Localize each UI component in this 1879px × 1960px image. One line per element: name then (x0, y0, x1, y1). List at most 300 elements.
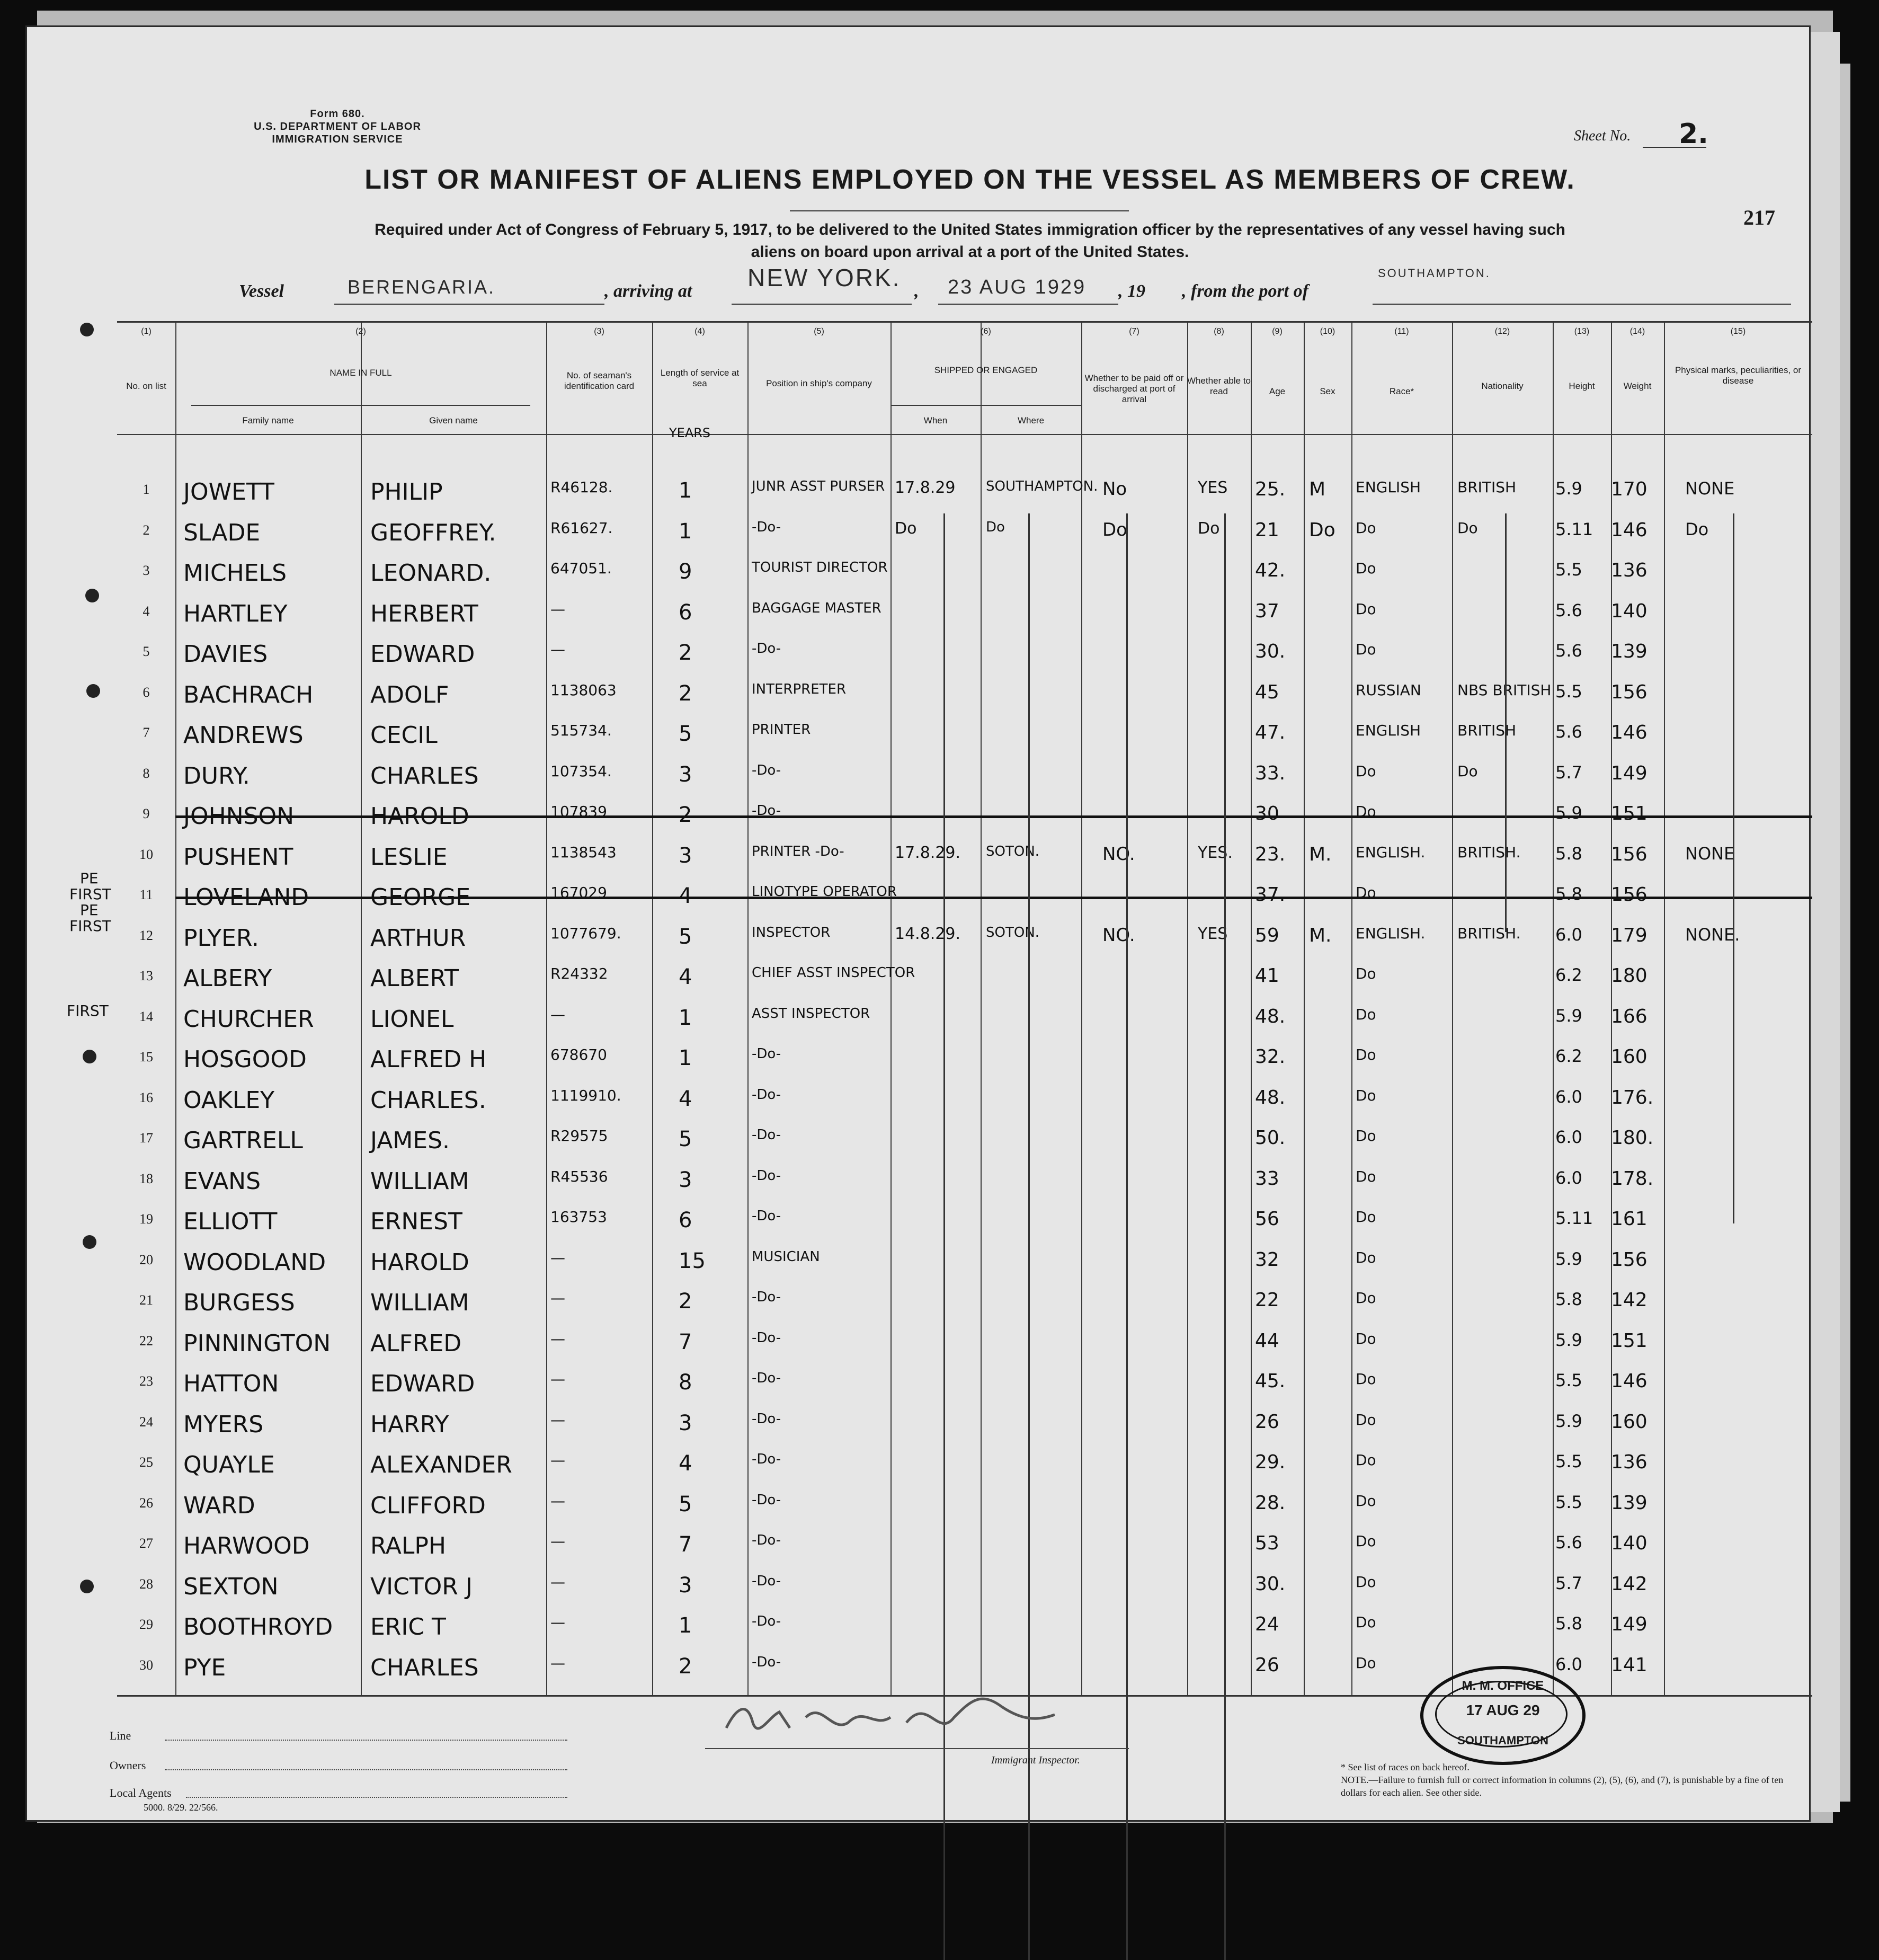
family-name-cell: ELLIOTT (183, 1208, 278, 1235)
race-cell: ENGLISH. (1356, 924, 1426, 942)
family-name-cell: SEXTON (183, 1573, 279, 1600)
ditto-line (943, 1202, 945, 1960)
height-cell: 6.0 (1555, 924, 1582, 945)
shipped-where-cell: SOTON. (986, 843, 1040, 859)
service-length-cell: 3 (679, 1411, 692, 1435)
weight-cell: 140 (1611, 600, 1648, 622)
race-cell: ENGLISH (1356, 722, 1421, 739)
column-number: (9) (1272, 327, 1283, 336)
given-name-cell: JAMES. (370, 1127, 450, 1154)
id-card-cell: — (550, 1411, 565, 1429)
age-cell: 30. (1255, 1573, 1286, 1595)
id-card-cell: R45536 (550, 1167, 608, 1185)
column-divider (1553, 323, 1554, 1695)
id-card-cell: — (550, 1289, 565, 1307)
column-number: (8) (1214, 327, 1224, 336)
weight-cell: 146 (1611, 519, 1648, 541)
column-number: (11) (1394, 327, 1409, 336)
weight-cell: 166 (1611, 1005, 1648, 1027)
height-cell: 6.0 (1555, 1167, 1582, 1188)
nationality-cell: BRITISH (1457, 722, 1517, 739)
position-cell: -Do- (752, 1127, 781, 1143)
row-number: 8 (143, 765, 150, 781)
service-length-cell: 1 (679, 1005, 692, 1030)
given-name-cell: RALPH (370, 1532, 447, 1559)
height-cell: 5.5 (1555, 560, 1582, 580)
age-cell: 45 (1255, 681, 1279, 703)
column-divider (1081, 323, 1082, 1695)
height-cell: 5.9 (1555, 1005, 1582, 1026)
vessel-underline (334, 304, 604, 305)
strike-through-line (175, 897, 1812, 899)
row-number: 13 (139, 968, 153, 983)
position-cell: -Do- (752, 1532, 781, 1548)
race-cell: Do (1356, 1086, 1376, 1104)
inspector-label: Immigrant Inspector. (991, 1754, 1080, 1766)
race-cell: Do (1356, 1289, 1376, 1307)
given-name-cell: HARRY (370, 1411, 449, 1438)
id-card-cell: 1138543 (550, 843, 617, 861)
race-cell: Do (1356, 1248, 1376, 1266)
position-cell: -Do- (752, 1167, 781, 1184)
height-cell: 6.0 (1555, 1127, 1582, 1147)
weight-cell: 141 (1611, 1654, 1648, 1676)
height-cell: 5.11 (1555, 1208, 1593, 1228)
punch-hole (80, 323, 94, 336)
row-number: 25 (139, 1455, 153, 1470)
race-cell: Do (1356, 803, 1376, 820)
position-cell: PRINTER (752, 722, 811, 738)
race-cell: Do (1356, 1370, 1376, 1388)
age-cell: 56 (1255, 1208, 1279, 1230)
height-cell: 5.8 (1555, 1613, 1582, 1634)
weight-cell: 142 (1611, 1289, 1648, 1311)
weight-cell: 139 (1611, 641, 1648, 662)
inspector-rule (705, 1748, 1129, 1749)
id-card-cell: R61627. (550, 519, 613, 537)
id-card-cell: 1119910. (550, 1086, 621, 1104)
service-length-cell: 3 (679, 762, 692, 787)
family-name-cell: PYE (183, 1654, 226, 1681)
given-name-cell: ALFRED H (370, 1046, 487, 1073)
footer-agents-label: Local Agents (110, 1786, 172, 1799)
sheet-number-line (1643, 147, 1706, 148)
service-length-cell: 1 (679, 519, 692, 544)
service-length-cell: 3 (679, 843, 692, 868)
weight-cell: 178. (1611, 1167, 1654, 1190)
position-cell: -Do- (752, 1411, 781, 1427)
header-family-name: Family name (242, 415, 294, 425)
header-able-read: Whether able to read (1187, 376, 1251, 396)
footer-line-rule (165, 1740, 567, 1741)
row-number: 11 (139, 887, 153, 902)
position-cell: INTERPRETER (752, 681, 847, 697)
height-cell: 5.6 (1555, 722, 1582, 742)
position-cell: -Do- (752, 1208, 781, 1224)
column-divider (1251, 323, 1252, 1695)
id-card-cell: 1077679. (550, 924, 621, 942)
sex-cell: M. (1309, 924, 1332, 946)
vessel-name: BERENGARIA. (348, 276, 496, 298)
family-name-cell: BURGESS (183, 1289, 295, 1316)
race-cell: Do (1356, 1492, 1376, 1510)
race-cell: Do (1356, 1573, 1376, 1591)
race-cell: Do (1356, 641, 1376, 658)
id-card-cell: R24332 (550, 965, 608, 982)
position-cell: JUNR ASST PURSER (752, 478, 885, 494)
ditto-line (943, 513, 945, 1223)
id-card-cell: 107354. (550, 762, 612, 780)
age-cell: 30. (1255, 641, 1286, 662)
weight-cell: 180 (1611, 965, 1648, 987)
position-cell: CHIEF ASST INSPECTOR (752, 965, 915, 981)
subtitle-line-2: aliens on board upon arrival at a port of the United States. (751, 243, 1189, 261)
row-number: 24 (139, 1414, 153, 1430)
stamp-office: M. M. OFFICE (1462, 1679, 1544, 1693)
family-name-cell: DAVIES (183, 641, 268, 668)
age-cell: 26 (1255, 1411, 1279, 1433)
footer-line-label: Line (110, 1729, 131, 1742)
id-card-cell: — (550, 1370, 565, 1388)
family-name-cell: OAKLEY (183, 1086, 275, 1114)
race-cell: Do (1356, 600, 1376, 618)
given-name-cell: CHARLES (370, 1654, 479, 1681)
arriving-label: , arriving at (604, 281, 692, 301)
column-number: (14) (1629, 327, 1645, 336)
service-length-cell: 2 (679, 681, 692, 706)
column-divider (1351, 323, 1352, 1695)
age-cell: 28. (1255, 1492, 1286, 1514)
row-number: 26 (139, 1495, 153, 1511)
service-length-cell: 4 (679, 884, 692, 908)
service-length-cell: 4 (679, 965, 692, 989)
column-number: (5) (814, 327, 824, 336)
shipped-when-cell: 17.8.29 (895, 478, 956, 497)
weight-cell: 151 (1611, 1329, 1648, 1352)
race-cell: Do (1356, 1532, 1376, 1550)
given-name-cell: EDWARD (370, 1370, 475, 1397)
position-cell: -Do- (752, 1573, 781, 1589)
position-cell: -Do- (752, 1451, 781, 1467)
id-card-cell: 678670 (550, 1046, 607, 1063)
given-name-cell: EDWARD (370, 641, 475, 668)
row-number: 3 (143, 563, 150, 578)
race-cell: Do (1356, 560, 1376, 577)
race-cell: Do (1356, 1451, 1376, 1469)
row-number: 9 (143, 806, 150, 821)
age-cell: 41 (1255, 965, 1279, 987)
height-cell: 5.9 (1555, 1248, 1582, 1269)
id-card-cell: 107839 (550, 803, 607, 820)
given-name-cell: VICTOR J (370, 1573, 473, 1600)
age-cell: 22 (1255, 1289, 1279, 1311)
race-cell: Do (1356, 519, 1376, 537)
given-name-cell: WILLIAM (370, 1167, 469, 1195)
shipped-subheader-rule (890, 405, 1081, 406)
height-cell: 5.11 (1555, 519, 1593, 539)
ditto-line (1733, 513, 1734, 1223)
position-cell: -Do- (752, 1492, 781, 1508)
family-name-cell: QUAYLE (183, 1451, 275, 1478)
id-card-cell: — (550, 1248, 565, 1266)
ditto-line (1028, 1202, 1030, 1960)
given-name-cell: HAROLD (370, 803, 469, 830)
service-length-cell: 2 (679, 803, 692, 827)
race-cell: Do (1356, 1654, 1376, 1672)
family-name-cell: HATTON (183, 1370, 279, 1397)
weight-cell: 140 (1611, 1532, 1648, 1554)
paid-off-cell: Do (1102, 519, 1127, 540)
age-cell: 42. (1255, 560, 1286, 581)
row-number: 22 (139, 1333, 153, 1349)
service-length-cell: 2 (679, 1289, 692, 1314)
given-name-cell: CECIL (370, 722, 438, 749)
nationality-cell: Do (1457, 519, 1478, 537)
family-name-cell: BOOTHROYD (183, 1613, 333, 1640)
family-name-cell: MICHELS (183, 560, 287, 587)
height-cell: 5.5 (1555, 681, 1582, 702)
column-number: (13) (1574, 327, 1590, 336)
position-cell: -Do- (752, 641, 781, 657)
family-name-cell: JOWETT (183, 478, 274, 505)
office-stamp (1420, 1666, 1586, 1765)
height-cell: 5.6 (1555, 1532, 1582, 1553)
position-cell: -Do- (752, 519, 781, 535)
height-cell: 5.5 (1555, 1492, 1582, 1512)
height-cell: 5.9 (1555, 803, 1582, 823)
position-cell: -Do- (752, 762, 781, 778)
header-where: Where (1017, 415, 1045, 425)
form-header-block (237, 108, 438, 146)
family-name-cell: CHURCHER (183, 1005, 314, 1033)
position-cell: -Do- (752, 1046, 781, 1062)
weight-cell: 146 (1611, 722, 1648, 743)
header-position: Position in ship's company (766, 378, 872, 388)
nationality-cell: BRITISH. (1457, 924, 1521, 942)
age-cell: 29. (1255, 1451, 1286, 1473)
header-when: When (923, 415, 948, 425)
weight-cell: 180. (1611, 1127, 1654, 1149)
service-length-cell: 1 (679, 1046, 692, 1070)
margin-note: FIRST (67, 1002, 109, 1019)
service-length-cell: 2 (679, 641, 692, 665)
header-id-card: No. of seaman's identification card (564, 370, 635, 391)
id-card-cell: — (550, 1613, 565, 1631)
service-length-cell: 6 (679, 1208, 692, 1232)
header-age: Age (1269, 386, 1286, 396)
given-name-cell: ERNEST (370, 1208, 462, 1235)
given-name-cell: CHARLES (370, 762, 479, 790)
id-card-cell: — (550, 1532, 565, 1550)
footer-agents-rule (186, 1797, 567, 1798)
row-number: 28 (139, 1576, 153, 1592)
sheet-number-value: 2. (1679, 118, 1708, 150)
years-note: YEARS (669, 425, 711, 440)
margin-note: PE (80, 901, 99, 919)
height-cell: 5.8 (1555, 1289, 1582, 1309)
punch-hole (83, 1235, 96, 1249)
given-name-cell: CHARLES. (370, 1086, 486, 1114)
family-name-cell: PINNINGTON (183, 1329, 331, 1357)
height-cell: 5.7 (1555, 762, 1582, 783)
age-cell: 50. (1255, 1127, 1286, 1149)
height-cell: 5.6 (1555, 641, 1582, 661)
position-cell: -Do- (752, 1370, 781, 1386)
weight-cell: 151 (1611, 803, 1648, 824)
physical-marks-cell: NONE. (1685, 924, 1740, 945)
id-card-cell: — (550, 1329, 565, 1347)
column-number: (15) (1730, 327, 1746, 336)
given-name-cell: LIONEL (370, 1005, 454, 1033)
weight-cell: 146 (1611, 1370, 1648, 1392)
service-length-cell: 5 (679, 722, 692, 746)
weight-cell: 149 (1611, 762, 1648, 784)
stamp-date: 17 AUG 29 (1466, 1702, 1540, 1718)
sex-cell: M (1309, 478, 1326, 500)
from-port-label: , from the port of (1182, 281, 1308, 301)
age-cell: 44 (1255, 1329, 1279, 1352)
page-subtitle (260, 219, 1680, 263)
age-cell: 45. (1255, 1370, 1286, 1392)
position-cell: TOURIST DIRECTOR (752, 560, 888, 575)
family-name-cell: ANDREWS (183, 722, 304, 749)
manifest-sheet (25, 25, 1811, 1822)
height-cell: 5.8 (1555, 843, 1582, 864)
family-name-cell: HOSGOOD (183, 1046, 307, 1073)
service-length-cell: 8 (679, 1370, 692, 1395)
given-name-cell: CLIFFORD (370, 1492, 486, 1519)
service-name: IMMIGRATION SERVICE (272, 134, 403, 145)
given-name-cell: GEOFFREY. (370, 519, 496, 546)
height-cell: 5.8 (1555, 884, 1582, 904)
row-number: 30 (139, 1657, 153, 1673)
ditto-line (1224, 1202, 1226, 1960)
row-number: 20 (139, 1252, 153, 1267)
family-name-cell: BACHRACH (183, 681, 314, 708)
service-length-cell: 9 (679, 560, 692, 584)
family-name-cell: WARD (183, 1492, 255, 1519)
header-given-name: Given name (429, 415, 478, 425)
footer-owners-label: Owners (110, 1759, 146, 1772)
service-length-cell: 5 (679, 1127, 692, 1151)
height-cell: 6.0 (1555, 1654, 1582, 1674)
position-cell: PRINTER -Do- (752, 843, 844, 859)
row-number: 18 (139, 1170, 153, 1186)
service-length-cell: 1 (679, 478, 692, 503)
position-cell: LINOTYPE OPERATOR (752, 884, 897, 900)
column-number: (1) (141, 327, 152, 336)
sex-cell: Do (1309, 519, 1335, 541)
height-cell: 5.9 (1555, 1329, 1582, 1350)
service-length-cell: 4 (679, 1451, 692, 1476)
penalty-note: NOTE.—Failure to furnish full or correct information in columns (2), (5), (6), and (7), is punishable by a fine of ten dollars for each alien. See other side. (1341, 1775, 1784, 1798)
id-card-cell: — (550, 1573, 565, 1591)
weight-cell: 136 (1611, 1451, 1648, 1473)
weight-cell: 160 (1611, 1411, 1648, 1433)
column-number: (6) (981, 327, 991, 336)
age-cell: 32. (1255, 1046, 1286, 1068)
column-divider (890, 323, 892, 1695)
height-cell: 5.7 (1555, 1573, 1582, 1593)
column-number: (12) (1494, 327, 1510, 336)
race-cell: Do (1356, 1127, 1376, 1145)
nationality-cell: BRITISH (1457, 478, 1517, 496)
position-cell: -Do- (752, 1289, 781, 1305)
height-cell: 6.0 (1555, 1086, 1582, 1107)
race-cell: Do (1356, 965, 1376, 982)
height-cell: 5.5 (1555, 1451, 1582, 1471)
age-cell: 33. (1255, 762, 1286, 784)
column-divider (1187, 323, 1188, 1695)
weight-cell: 161 (1611, 1208, 1648, 1230)
family-name-cell: PLYER. (183, 924, 259, 952)
physical-marks-cell: NONE (1685, 478, 1735, 499)
subtitle-line-1: Required under Act of Congress of February 5, 1917, to be delivered to the United States immigration officer by the representatives of any vessel having such (375, 221, 1565, 238)
age-cell: 33 (1255, 1167, 1279, 1190)
header-height: Height (1569, 381, 1595, 391)
row-number: 6 (143, 684, 150, 700)
from-port-underline (1373, 304, 1791, 305)
id-card-cell: 1138063 (550, 681, 617, 699)
page-title: LIST OR MANIFEST OF ALIENS EMPLOYED ON THE VESSEL AS MEMBERS OF CREW. (364, 164, 1575, 195)
service-length-cell: 6 (679, 600, 692, 625)
able-read-cell: YES (1198, 478, 1228, 497)
age-cell: 23. (1255, 843, 1286, 865)
column-number: (3) (594, 327, 604, 336)
id-card-cell: — (550, 1492, 565, 1510)
punch-hole (86, 684, 100, 698)
able-read-cell: Do (1198, 519, 1220, 538)
side-number: 217 (1743, 206, 1775, 229)
strike-through-line (175, 815, 1812, 818)
weight-cell: 170 (1611, 478, 1648, 500)
given-name-cell: ALBERT (370, 965, 459, 992)
weight-cell: 160 (1611, 1046, 1648, 1068)
position-cell: BAGGAGE MASTER (752, 600, 881, 616)
service-length-cell: 7 (679, 1329, 692, 1354)
header-nationality: Nationality (1481, 381, 1524, 391)
position-cell: -Do- (752, 1613, 781, 1629)
row-number: 7 (143, 725, 150, 740)
age-cell: 37 (1255, 600, 1279, 622)
header-race: Race* (1389, 386, 1414, 396)
row-number: 12 (139, 927, 153, 943)
race-footnote: * See list of races on back hereof. (1341, 1762, 1470, 1772)
id-card-cell: — (550, 1451, 565, 1469)
family-name-cell: LOVELAND (183, 884, 309, 911)
race-cell: Do (1356, 884, 1376, 901)
inspector-signature (705, 1686, 1108, 1749)
column-divider (981, 323, 982, 1695)
service-length-cell: 7 (679, 1532, 692, 1557)
form-number: Form 680. (310, 108, 365, 120)
race-cell: Do (1356, 1411, 1376, 1429)
service-length-cell: 3 (679, 1167, 692, 1192)
margin-note: PE (80, 870, 99, 887)
weight-cell: 136 (1611, 560, 1648, 581)
weight-cell: 156 (1611, 884, 1648, 906)
from-port: SOUTHAMPTON. (1378, 267, 1491, 280)
column-number: (4) (694, 327, 705, 336)
row-number: 23 (139, 1373, 153, 1389)
service-length-cell: 15 (679, 1248, 706, 1273)
given-name-cell: ALEXANDER (370, 1451, 512, 1478)
id-card-cell: — (550, 600, 565, 618)
race-cell: Do (1356, 1329, 1376, 1347)
race-cell: Do (1356, 1167, 1376, 1185)
department-name: U.S. DEPARTMENT OF LABOR (254, 121, 421, 132)
service-length-cell: 5 (679, 1492, 692, 1516)
